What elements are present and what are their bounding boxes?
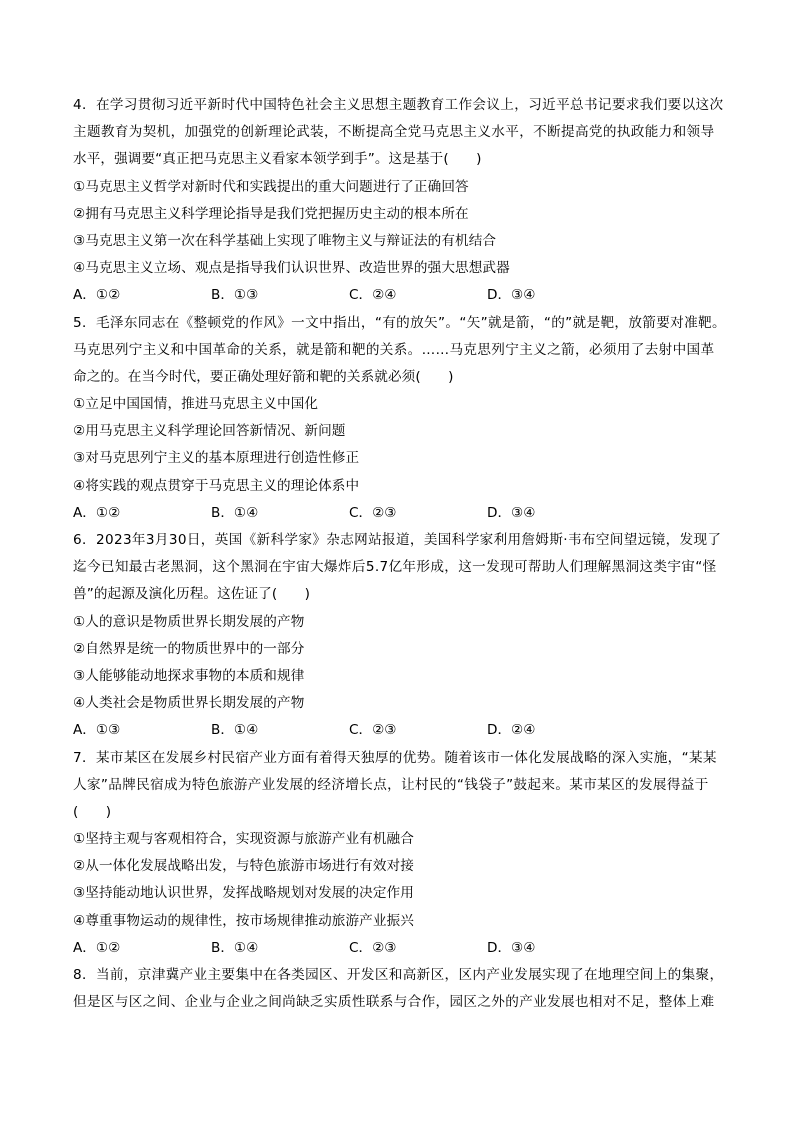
question-5-option-a[interactable]: A．①② — [73, 504, 121, 521]
question-6-option-d[interactable]: D．②④ — [487, 722, 536, 739]
question-4-stem-line: 主题教育为契机，加强党的创新理论武装，不断提高全党马克思主义水平，不断提高党的执政能力和领导 — [73, 124, 715, 141]
question-7-statement-2: ②从一体化发展战略出发，与特色旅游市场进行有效对接 — [73, 858, 414, 875]
question-4-statement-1: ①马克思主义哲学对新时代和实践提出的重大问题进行了正确回答 — [73, 178, 469, 195]
question-5-statement-3: ③对马克思列宁主义的基本原理进行创造性修正 — [73, 450, 360, 467]
question-4-options — [73, 282, 723, 309]
question-6-option-c[interactable]: C．②③ — [349, 722, 397, 739]
question-5-stem-line: 5．毛泽东同志在《整顿党的作风》一文中指出，“有的放矢”。“矢”就是箭，“的”就是靶，放箭要对准靶。 — [73, 314, 726, 331]
question-6-option-a[interactable]: A．①③ — [73, 722, 121, 739]
question-7-option-c[interactable]: C．②③ — [349, 939, 397, 956]
question-6-stem-line: 6．2023年3月30日，英国《新科学家》杂志网站报道，美国科学家利用詹姆斯·韦布空间望远镜，发现了 — [73, 532, 722, 548]
question-6-option-b[interactable]: B．①④ — [211, 722, 259, 739]
question-5-option-c[interactable]: C．②③ — [349, 504, 397, 521]
question-5-statement-2: ②用马克思主义科学理论回答新情况、新问题 — [73, 423, 346, 440]
question-6-statement-1: ①人的意识是物质世界长期发展的产物 — [73, 613, 305, 630]
question-6 — [73, 527, 723, 745]
question-4 — [73, 92, 723, 310]
question-6-stem-line: 兽”的起源及演化历程。这佐证了( ) — [73, 586, 311, 603]
question-4-stem-line: 4．在学习贯彻习近平新时代中国特色社会主义思想主题教育工作会议上，习近平总书记要求我们要以这次 — [73, 97, 724, 113]
question-6-statement-3: ③人能够能动地探求事物的本质和规律 — [73, 667, 305, 684]
question-4-option-a[interactable]: A．①② — [73, 287, 121, 304]
exam-page — [73, 92, 726, 1016]
question-7-stem-line: 7．某市某区在发展乡村民宿产业方面有着得天独厚的优势。随着该市一体化发展战略的深入实施，“某某 — [73, 749, 717, 766]
question-6-statement-2: ②自然界是统一的物质世界中的一部分 — [73, 640, 305, 657]
question-7-stem-line: 人家”品牌民宿成为特色旅游产业发展的经济增长点，让村民的“钱袋子”鼓起来。某市某区的发展得益于 — [73, 776, 709, 793]
question-5-options — [73, 500, 723, 527]
question-4-statement-4: ④马克思主义立场、观点是指导我们认识世界、改造世界的强大思想武器 — [73, 260, 510, 277]
question-5-option-b[interactable]: B．①④ — [211, 504, 259, 521]
question-7-options — [73, 935, 723, 962]
question-4-statement-2: ②拥有马克思主义科学理论指导是我们党把握历史主动的根本所在 — [73, 205, 469, 222]
question-5-statement-1: ①立足中国国情，推进马克思主义中国化 — [73, 396, 319, 413]
question-5-stem-line: 马克思列宁主义和中国革命的关系，就是箭和靶的关系。……马克思列宁主义之箭，必须用了去射中国革 — [73, 341, 715, 358]
question-5 — [73, 310, 726, 528]
question-7-option-a[interactable]: A．①② — [73, 939, 121, 956]
question-7-option-d[interactable]: D．③④ — [487, 939, 536, 956]
question-5-option-d[interactable]: D．③④ — [487, 504, 536, 521]
question-6-options — [73, 717, 723, 744]
question-6-stem-line: 迄今已知最古老黑洞，这个黑洞在宇宙大爆炸后5.7亿年形成，这一发现可帮助人们理解黑洞这类宇宙“怪 — [73, 559, 717, 576]
question-4-option-d[interactable]: D．③④ — [487, 287, 536, 304]
question-8-stem-line: 但是区与区之间、企业与企业之间尚缺乏实质性联系与合作，园区之外的产业发展也相对不足，整体上难 — [73, 994, 715, 1011]
question-5-stem-line: 命之的。在当今时代，要正确处理好箭和靶的关系就必须( ) — [73, 368, 454, 385]
question-7 — [73, 745, 723, 963]
question-5-statement-4: ④将实践的观点贯穿于马克思主义的理论体系中 — [73, 477, 360, 494]
question-6-statement-4: ④人类社会是物质世界长期发展的产物 — [73, 695, 305, 712]
question-8 — [73, 962, 723, 1016]
question-7-statement-3: ③坚持能动地认识世界，发挥战略规划对发展的决定作用 — [73, 885, 414, 902]
question-8-stem-line: 8．当前，京津冀产业主要集中在各类园区、开发区和高新区，区内产业发展实现了在地理空间上的集聚， — [73, 967, 724, 983]
question-7-stem-line: ( ) — [73, 803, 112, 820]
question-7-option-b[interactable]: B．①④ — [211, 939, 259, 956]
question-7-statement-1: ①坚持主观与客观相符合，实现资源与旅游产业有机融合 — [73, 831, 414, 848]
question-4-option-b[interactable]: B．①③ — [211, 287, 259, 304]
question-4-option-c[interactable]: C．②④ — [349, 287, 397, 304]
question-4-stem-line: 水平，强调要“真正把马克思主义看家本领学到手”。这是基于( ) — [73, 151, 482, 168]
question-4-statement-3: ③马克思主义第一次在科学基础上实现了唯物主义与辩证法的有机结合 — [73, 232, 497, 249]
question-7-statement-4: ④尊重事物运动的规律性，按市场规律推动旅游产业振兴 — [73, 912, 414, 929]
